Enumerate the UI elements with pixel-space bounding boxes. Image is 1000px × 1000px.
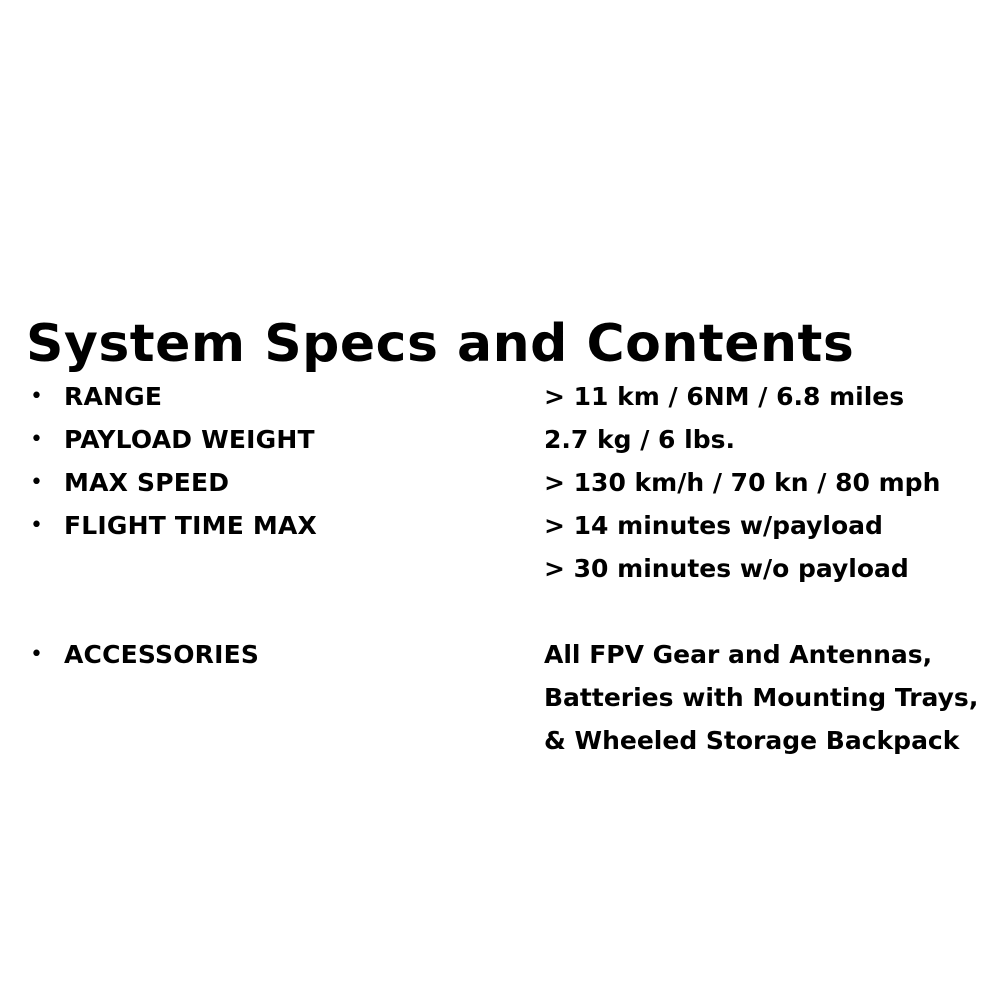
bullet-icon: • (30, 470, 43, 495)
list-item (26, 504, 974, 590)
spec-value: Batteries with Mounting Trays, (544, 683, 979, 712)
spec-value: 2.7 kg / 6 lbs. (544, 425, 735, 454)
spec-value-cell (544, 418, 974, 461)
page-title: System Specs and Contents (26, 313, 855, 374)
bullet-icon: • (30, 642, 43, 667)
list-item (26, 375, 974, 418)
bullet-icon: • (30, 513, 43, 538)
spec-label-cell (26, 461, 544, 504)
spec-label: MAX SPEED (64, 468, 230, 497)
spec-label-cell (26, 418, 544, 461)
spec-value-cell (544, 461, 974, 504)
spec-label-cell (26, 375, 544, 418)
spec-label: FLIGHT TIME MAX (64, 511, 318, 540)
spec-label-cell (26, 504, 544, 547)
bullet-icon: • (30, 427, 43, 452)
spec-value: > 11 km / 6NM / 6.8 miles (544, 382, 905, 411)
list-item (26, 633, 979, 762)
bullet-icon: • (30, 384, 43, 409)
spec-label: ACCESSORIES (64, 640, 260, 669)
spec-value-cell (544, 375, 974, 418)
spec-value: > 30 minutes w/o payload (544, 554, 909, 583)
spec-label: PAYLOAD WEIGHT (64, 425, 315, 454)
spec-value: All FPV Gear and Antennas, (544, 640, 933, 669)
list-item (26, 418, 974, 461)
spec-value: > 14 minutes w/payload (544, 511, 883, 540)
spec-value: & Wheeled Storage Backpack (544, 726, 960, 755)
list-item (26, 461, 974, 504)
spec-label-cell (26, 633, 544, 676)
spec-value-cell (544, 504, 974, 590)
spec-label: RANGE (64, 382, 163, 411)
specs-list (26, 375, 979, 762)
spec-value: > 130 km/h / 70 kn / 80 mph (544, 468, 941, 497)
spec-value-cell (544, 633, 978, 762)
